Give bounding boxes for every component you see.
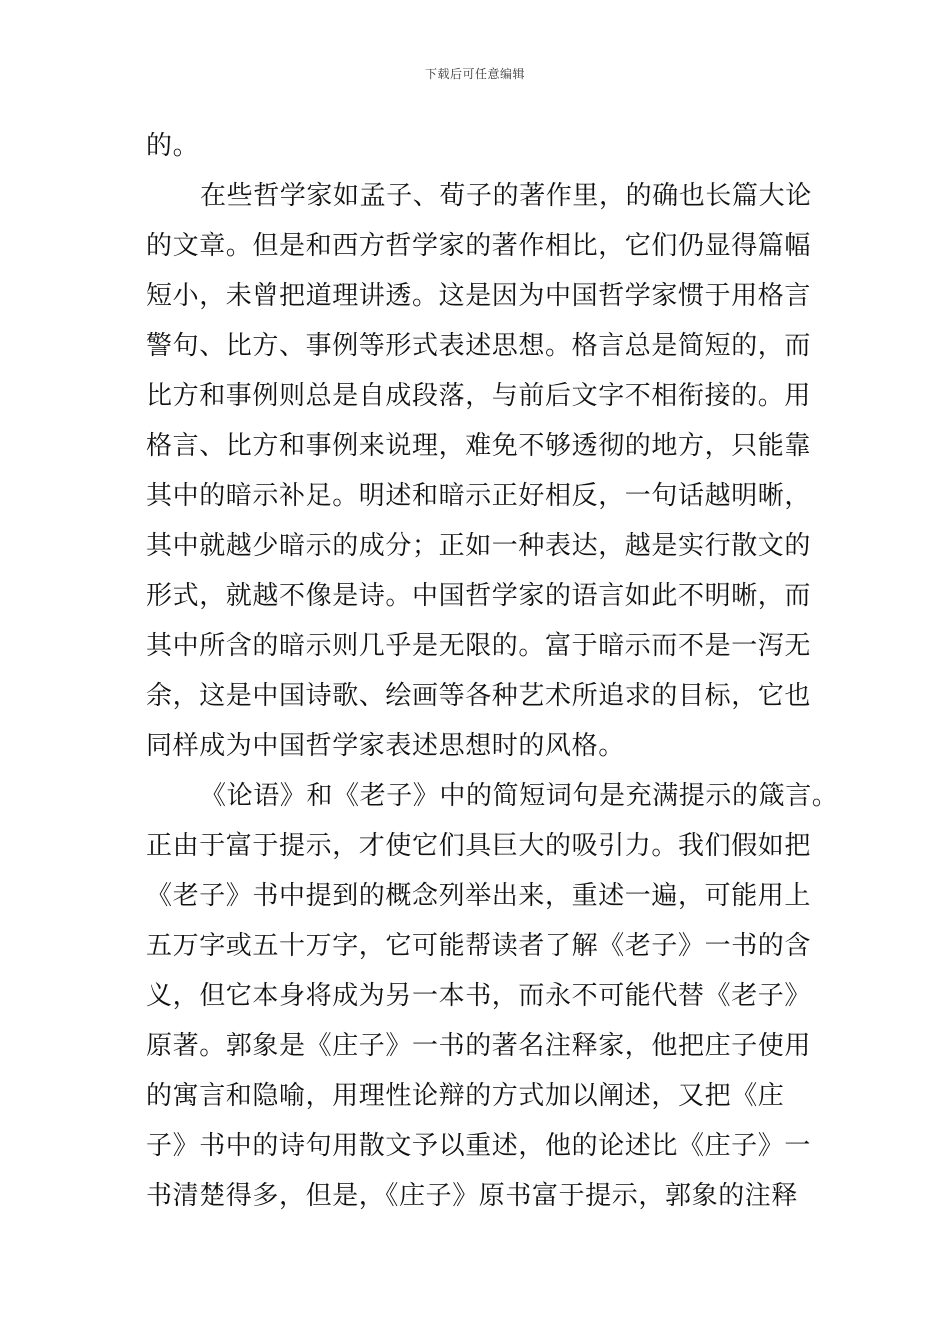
text-line: 余，这是中国诗歌、绘画等各种艺术所追求的目标，它也 xyxy=(146,681,812,711)
text-line: 其中的暗示补足。明述和暗示正好相反，一句话越明晰， xyxy=(146,481,812,511)
document-body xyxy=(146,121,839,1221)
text-line: 原著。郭象是《庄子》一书的著名注释家，他把庄子使用 xyxy=(146,1031,812,1061)
text-line: 同样成为中国哲学家表述思想时的风格。 xyxy=(146,731,625,761)
text-line: 的文章。但是和西方哲学家的著作相比，它们仍显得篇幅 xyxy=(146,231,812,261)
text-line: 形式，就越不像是诗。中国哲学家的语言如此不明晰，而 xyxy=(146,581,812,611)
text-line: 《老子》书中提到的概念列举出来，重述一遍，可能用上 xyxy=(146,881,812,911)
text-line: 其中就越少暗示的成分；正如一种表达，越是实行散文的 xyxy=(146,531,812,561)
text-line: 短小，未曾把道理讲透。这是因为中国哲学家惯于用格言 xyxy=(146,281,812,311)
text-line: 书清楚得多，但是，《庄子》原书富于提示，郭象的注释 xyxy=(146,1181,799,1211)
text-line: 义，但它本身将成为另一本书，而永不可能代替《老子》 xyxy=(146,981,812,1011)
text-line: 格言、比方和事例来说理，难免不够透彻的地方，只能靠 xyxy=(146,431,812,461)
paragraph-first-line: 在些哲学家如孟子、荀子的著作里，的确也长篇大论 xyxy=(200,181,812,211)
text-line: 正由于富于提示，才使它们具巨大的吸引力。我们假如把 xyxy=(146,831,812,861)
page-header: 下载后可任意编辑 xyxy=(424,67,525,81)
text-line: 警句、比方、事例等形式表述思想。格言总是简短的，而 xyxy=(146,331,812,361)
text-line: 的寓言和隐喻，用理性论辩的方式加以阐述，又把《庄 xyxy=(146,1081,785,1111)
text-line: 子》书中的诗句用散文予以重述，他的论述比《庄子》一 xyxy=(146,1131,812,1161)
text-line: 五万字或五十万字，它可能帮读者了解《老子》一书的含 xyxy=(146,931,812,961)
paragraph-first-line: 《论语》和《老子》中的简短词句是充满提示的箴言。 xyxy=(200,781,839,811)
text-line: 的。 xyxy=(146,131,200,161)
text-line: 其中所含的暗示则几乎是无限的。富于暗示而不是一泻无 xyxy=(146,631,812,661)
text-line: 比方和事例则总是自成段落，与前后文字不相衔接的。用 xyxy=(146,381,812,411)
